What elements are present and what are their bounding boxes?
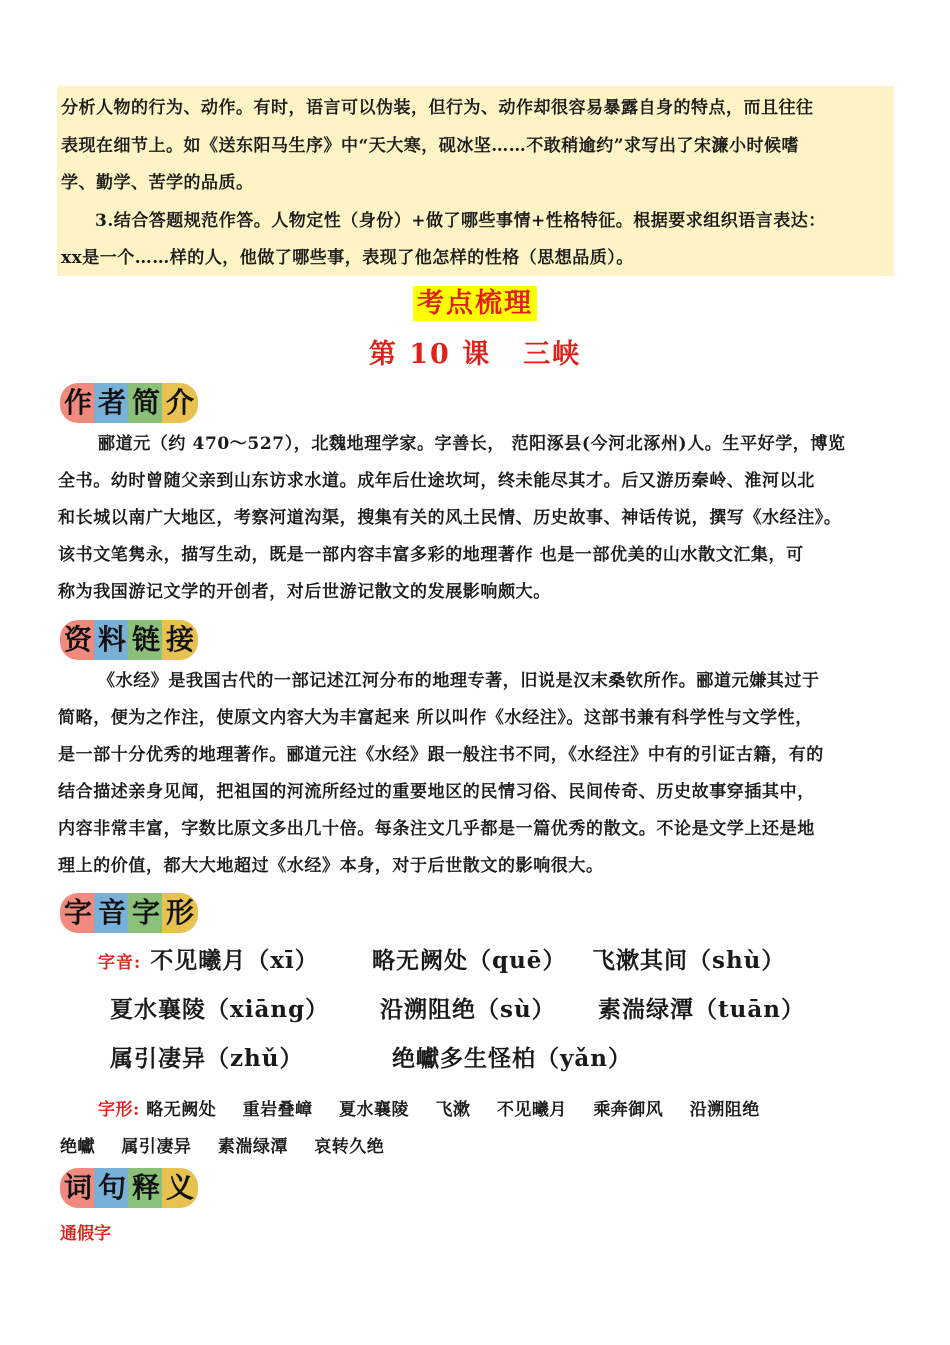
character-form-item: 乘奔御风 [593,1100,664,1120]
pronunciation-item: 飞漱其间（shù） [592,947,786,974]
pronunciation-row [98,942,319,975]
section-badge-author: 作 者 简 介 [60,382,196,424]
tip-line: 表现在细节上。如《送东阳马生序》中“天大寒，砚冰坚……不敢稍逾约”求写出了宋濂小时候嗜 [61,135,800,156]
tongjiazi-label: 通假字 [60,1224,111,1244]
character-form-item: 飞漱 [435,1100,471,1120]
answer-tip-box [57,86,894,276]
character-form-item: 略无阙处 [146,1100,217,1120]
tip-line: 学、勤学、苦学的品质。 [61,173,254,193]
character-form-item: 重岩叠嶂 [242,1100,313,1120]
kaodian-heading [0,281,950,320]
tip-line: 3.结合答题规范作答。人物定性（身份）+做了哪些事情+性格特征。根据要求组织语言表达： [95,210,826,231]
lesson-name: 三峡 [523,339,582,370]
character-form-item: 哀转久绝 [314,1137,385,1157]
tip-line: xx是一个……样的人，他做了哪些事，表现了他怎样的性格（思想品质）。 [61,248,634,268]
character-form-item: 绝巘 [60,1137,95,1157]
character-form-item: 属引凄异 [121,1137,192,1157]
author-intro-paragraph: 郦道元（约 470～527），北魏地理学家。字善长， 范阳涿县(今河北涿州)人。生平好学，博览 全书。幼时曾随父亲到山东访求水道。成年后仕途坎坷，终未能尽其才。后又游历秦岭、淮河以北 和长城以南广大地区，考察河道沟渠，搜集有关的风土民情、历史故事、神话传说，撰写《水经注》。 该书文笔隽永，描写生动，既是一部内容丰富多彩的地理著作 也是一部优美的山水散文汇集，可 称为我国游记文学的开创者，对后世游记散文的发展影响颇大。 [58,434,846,602]
pronunciation-item: 略无阙处（quē） [372,947,567,974]
character-form-item: 素湍绿潭 [217,1137,288,1157]
pronunciation-item: 素湍绿潭（tuān） [598,996,805,1023]
zi-yin-label: 字音: [98,953,142,973]
character-form-item: 沿溯阻绝 [689,1100,760,1120]
character-form-row [60,1132,404,1157]
character-form-row [98,1095,780,1120]
character-form-item: 不见曦月 [496,1100,567,1120]
lesson-heading [0,332,950,371]
lesson-number: 第 10 课 [368,339,492,370]
tip-line: 分析人物的行为、动作。有时，语言可以伪装，但行为、动作却很容易暴露自身的特点，而且往往 [61,98,814,118]
section-badge-pronounce: 字 音 字 形 [60,892,196,934]
section-badge-words: 词 句 释 义 [60,1167,196,1209]
zi-xing-label: 字形: [98,1100,140,1120]
resource-paragraph: 《水经》是我国古代的一部记述江河分布的地理专著，旧说是汉末桑钦所作。郦道元嫌其过于 简略，便为之作注，使原文内容大为丰富起来 所以叫作《水经注》。这部书兼有科学性与文学性， 是一部十分优秀的地理著作。郦道元注《水经》跟一般注书不同，《水经注》中有的引证古籍，有的 结合描述亲身见闻，把祖国的河流所经过的重要地区的民情习俗、民间传奇、历史故事穿插其中， 内容非常丰富，字数比原文多出几十倍。每条注文几乎都是一篇优秀的散文。不论是文学上还是地 理上的价值，都大大地超过《水经》本身，对于后世散文的影响很大。 [58,671,824,876]
pronunciation-item: 绝巘多生怪柏（yǎn） [392,1045,632,1072]
kaodian-title: 考点梳理 [413,286,537,321]
pronunciation-item: 属引凄异（zhǔ） [110,1045,304,1072]
section-badge-resource: 资 料 链 接 [60,619,196,661]
pronunciation-item: 沿溯阻绝（sù） [380,996,556,1023]
pronunciation-item: 不见曦月（xī） [150,947,319,974]
pronunciation-item: 夏水襄陵（xiāng） [110,996,330,1023]
character-form-item: 夏水襄陵 [339,1100,410,1120]
